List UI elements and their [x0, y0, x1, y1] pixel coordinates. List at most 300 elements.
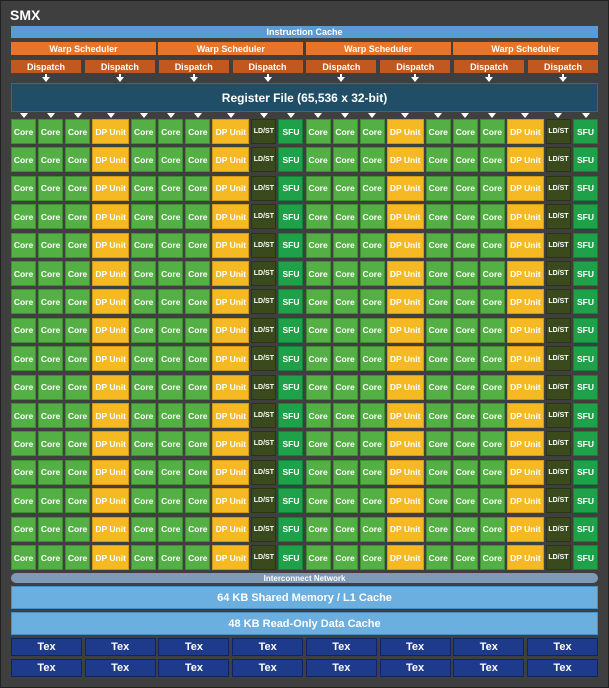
core-unit: Core	[158, 233, 183, 258]
dispatch-unit: Dispatch	[233, 60, 303, 73]
core-unit: Core	[65, 261, 90, 286]
core-unit: Core	[185, 289, 210, 314]
dp-unit: DP Unit	[507, 261, 544, 286]
core-unit: Core	[333, 204, 358, 229]
dispatch-unit: Dispatch	[159, 60, 229, 73]
dp-unit: DP Unit	[507, 488, 544, 513]
core-unit: Core	[426, 375, 451, 400]
dp-unit: DP Unit	[507, 204, 544, 229]
dp-unit: DP Unit	[507, 318, 544, 343]
core-unit: Core	[11, 289, 36, 314]
core-unit: Core	[158, 176, 183, 201]
down-arrow-icon	[461, 113, 469, 118]
core-unit: Core	[38, 318, 63, 343]
dispatch-unit: Dispatch	[11, 60, 81, 73]
core-unit: Core	[131, 289, 156, 314]
core-unit: Core	[360, 431, 385, 456]
dp-unit: DP Unit	[92, 289, 129, 314]
core-unit: Core	[185, 147, 210, 172]
ldst-unit: LD/ST	[546, 147, 571, 172]
core-unit: Core	[185, 119, 210, 144]
down-arrow-icon	[74, 113, 82, 118]
sfu-unit: SFU	[278, 460, 303, 485]
core-unit: Core	[306, 460, 331, 485]
texture-unit: Tex	[11, 638, 82, 656]
sfu-unit: SFU	[278, 204, 303, 229]
core-unit: Core	[65, 204, 90, 229]
core-unit: Core	[360, 460, 385, 485]
core-unit: Core	[360, 289, 385, 314]
core-unit: Core	[65, 346, 90, 371]
core-unit: Core	[11, 431, 36, 456]
down-arrow-icon	[582, 113, 590, 118]
core-unit: Core	[38, 488, 63, 513]
core-unit: Core	[11, 545, 36, 570]
core-unit: Core	[426, 431, 451, 456]
core-unit: Core	[131, 517, 156, 542]
dp-unit: DP Unit	[387, 431, 424, 456]
core-unit: Core	[333, 431, 358, 456]
texture-unit: Tex	[232, 659, 303, 677]
core-unit: Core	[480, 119, 505, 144]
dp-unit: DP Unit	[387, 375, 424, 400]
dp-unit: DP Unit	[507, 119, 544, 144]
texture-unit: Tex	[306, 638, 377, 656]
down-arrow-icon	[434, 113, 442, 118]
down-arrow-icon	[167, 113, 175, 118]
core-unit: Core	[453, 204, 478, 229]
dp-unit: DP Unit	[387, 545, 424, 570]
core-unit: Core	[426, 517, 451, 542]
core-unit: Core	[306, 375, 331, 400]
core-unit: Core	[306, 147, 331, 172]
dp-unit: DP Unit	[212, 517, 249, 542]
core-unit: Core	[480, 176, 505, 201]
core-unit: Core	[11, 204, 36, 229]
core-unit: Core	[158, 375, 183, 400]
core-unit: Core	[333, 403, 358, 428]
ldst-unit: LD/ST	[546, 460, 571, 485]
down-arrow-icon	[485, 77, 493, 82]
core-unit: Core	[360, 488, 385, 513]
dp-unit: DP Unit	[212, 403, 249, 428]
ldst-unit: LD/ST	[251, 318, 276, 343]
core-unit: Core	[480, 147, 505, 172]
dp-unit: DP Unit	[507, 176, 544, 201]
down-arrow-icon	[368, 113, 376, 118]
dp-unit: DP Unit	[387, 403, 424, 428]
down-arrow-icon	[411, 77, 419, 82]
core-unit: Core	[65, 545, 90, 570]
core-unit: Core	[185, 346, 210, 371]
down-arrow-icon	[554, 113, 562, 118]
core-unit: Core	[65, 147, 90, 172]
texture-unit: Tex	[380, 638, 451, 656]
core-unit: Core	[158, 403, 183, 428]
core-unit: Core	[11, 147, 36, 172]
core-unit: Core	[38, 289, 63, 314]
core-unit: Core	[360, 346, 385, 371]
dispatch-unit: Dispatch	[380, 60, 450, 73]
core-unit: Core	[480, 431, 505, 456]
texture-unit: Tex	[232, 638, 303, 656]
core-unit: Core	[453, 346, 478, 371]
sfu-unit: SFU	[278, 346, 303, 371]
down-arrow-icon	[264, 77, 272, 82]
sfu-unit: SFU	[573, 431, 598, 456]
dispatch-unit: Dispatch	[528, 60, 598, 73]
dp-unit: DP Unit	[92, 261, 129, 286]
sfu-unit: SFU	[573, 488, 598, 513]
core-unit: Core	[11, 261, 36, 286]
core-unit: Core	[453, 119, 478, 144]
core-unit: Core	[38, 261, 63, 286]
core-unit: Core	[65, 431, 90, 456]
core-unit: Core	[131, 318, 156, 343]
core-unit: Core	[333, 233, 358, 258]
sfu-unit: SFU	[278, 289, 303, 314]
core-unit: Core	[158, 517, 183, 542]
core-unit: Core	[360, 403, 385, 428]
texture-unit: Tex	[85, 638, 156, 656]
core-unit: Core	[185, 318, 210, 343]
interconnect-network: Interconnect Network	[11, 573, 598, 583]
core-unit: Core	[426, 403, 451, 428]
core-unit: Core	[185, 176, 210, 201]
core-unit: Core	[65, 375, 90, 400]
sfu-unit: SFU	[573, 517, 598, 542]
core-unit: Core	[453, 431, 478, 456]
warp-scheduler: Warp Scheduler	[158, 42, 303, 55]
sfu-unit: SFU	[278, 488, 303, 513]
core-unit: Core	[426, 233, 451, 258]
core-unit: Core	[131, 204, 156, 229]
down-arrow-icon	[287, 113, 295, 118]
down-arrow-icon	[140, 113, 148, 118]
core-unit: Core	[131, 375, 156, 400]
core-unit: Core	[185, 517, 210, 542]
core-unit: Core	[426, 460, 451, 485]
core-unit: Core	[360, 176, 385, 201]
sfu-unit: SFU	[573, 318, 598, 343]
sfu-unit: SFU	[278, 318, 303, 343]
core-unit: Core	[11, 176, 36, 201]
warp-scheduler: Warp Scheduler	[306, 42, 451, 55]
core-unit: Core	[306, 403, 331, 428]
core-unit: Core	[306, 119, 331, 144]
down-arrow-icon	[314, 113, 322, 118]
core-unit: Core	[480, 289, 505, 314]
core-unit: Core	[11, 119, 36, 144]
core-unit: Core	[158, 545, 183, 570]
core-unit: Core	[65, 403, 90, 428]
core-unit: Core	[65, 176, 90, 201]
core-unit: Core	[11, 346, 36, 371]
dp-unit: DP Unit	[507, 346, 544, 371]
core-unit: Core	[333, 488, 358, 513]
dp-unit: DP Unit	[212, 261, 249, 286]
ldst-unit: LD/ST	[251, 233, 276, 258]
ldst-unit: LD/ST	[251, 261, 276, 286]
sfu-unit: SFU	[573, 545, 598, 570]
core-unit: Core	[131, 460, 156, 485]
core-unit: Core	[306, 545, 331, 570]
core-unit: Core	[360, 119, 385, 144]
core-unit: Core	[306, 204, 331, 229]
core-unit: Core	[38, 176, 63, 201]
core-unit: Core	[453, 517, 478, 542]
core-unit: Core	[11, 233, 36, 258]
core-unit: Core	[306, 346, 331, 371]
dp-unit: DP Unit	[387, 119, 424, 144]
sfu-unit: SFU	[278, 403, 303, 428]
core-unit: Core	[11, 460, 36, 485]
core-unit: Core	[38, 233, 63, 258]
ldst-unit: LD/ST	[546, 431, 571, 456]
dp-unit: DP Unit	[507, 233, 544, 258]
dp-unit: DP Unit	[92, 318, 129, 343]
down-arrow-icon	[521, 113, 529, 118]
ldst-unit: LD/ST	[251, 204, 276, 229]
core-unit: Core	[426, 545, 451, 570]
dp-unit: DP Unit	[212, 289, 249, 314]
core-unit: Core	[453, 289, 478, 314]
core-unit: Core	[480, 488, 505, 513]
core-unit: Core	[333, 517, 358, 542]
sfu-unit: SFU	[573, 261, 598, 286]
core-unit: Core	[360, 545, 385, 570]
core-unit: Core	[306, 318, 331, 343]
core-unit: Core	[131, 261, 156, 286]
down-arrow-icon	[401, 113, 409, 118]
core-unit: Core	[11, 488, 36, 513]
sfu-unit: SFU	[573, 204, 598, 229]
core-unit: Core	[11, 403, 36, 428]
sfu-unit: SFU	[573, 147, 598, 172]
ldst-unit: LD/ST	[251, 375, 276, 400]
readonly-data-cache: 48 KB Read-Only Data Cache	[11, 612, 598, 635]
core-unit: Core	[158, 204, 183, 229]
core-unit: Core	[158, 488, 183, 513]
down-arrow-icon	[190, 77, 198, 82]
core-unit: Core	[333, 261, 358, 286]
sfu-unit: SFU	[573, 119, 598, 144]
core-unit: Core	[480, 318, 505, 343]
core-unit: Core	[453, 375, 478, 400]
core-unit: Core	[131, 233, 156, 258]
sfu-unit: SFU	[278, 176, 303, 201]
core-unit: Core	[158, 147, 183, 172]
core-unit: Core	[158, 460, 183, 485]
core-unit: Core	[131, 545, 156, 570]
texture-unit: Tex	[85, 659, 156, 677]
core-unit: Core	[306, 431, 331, 456]
dp-unit: DP Unit	[212, 176, 249, 201]
register-file: Register File (65,536 x 32-bit)	[11, 83, 598, 112]
core-unit: Core	[453, 233, 478, 258]
core-unit: Core	[306, 261, 331, 286]
dispatch-unit: Dispatch	[454, 60, 524, 73]
core-unit: Core	[480, 346, 505, 371]
down-arrow-icon	[341, 113, 349, 118]
core-unit: Core	[426, 318, 451, 343]
core-unit: Core	[65, 233, 90, 258]
core-unit: Core	[306, 176, 331, 201]
core-unit: Core	[480, 545, 505, 570]
core-unit: Core	[480, 261, 505, 286]
core-unit: Core	[333, 119, 358, 144]
ldst-unit: LD/ST	[546, 318, 571, 343]
core-unit: Core	[426, 176, 451, 201]
dp-unit: DP Unit	[507, 545, 544, 570]
core-unit: Core	[11, 375, 36, 400]
ldst-unit: LD/ST	[251, 147, 276, 172]
core-unit: Core	[426, 488, 451, 513]
down-arrow-icon	[194, 113, 202, 118]
ldst-unit: LD/ST	[546, 233, 571, 258]
sfu-unit: SFU	[278, 233, 303, 258]
sfu-unit: SFU	[573, 233, 598, 258]
core-unit: Core	[131, 488, 156, 513]
core-unit: Core	[360, 318, 385, 343]
core-unit: Core	[453, 318, 478, 343]
dp-unit: DP Unit	[387, 517, 424, 542]
dp-unit: DP Unit	[92, 488, 129, 513]
core-unit: Core	[65, 460, 90, 485]
core-unit: Core	[360, 233, 385, 258]
core-unit: Core	[185, 375, 210, 400]
core-unit: Core	[65, 488, 90, 513]
ldst-unit: LD/ST	[251, 119, 276, 144]
core-unit: Core	[360, 147, 385, 172]
dp-unit: DP Unit	[92, 517, 129, 542]
core-unit: Core	[158, 289, 183, 314]
dp-unit: DP Unit	[387, 346, 424, 371]
sfu-unit: SFU	[278, 261, 303, 286]
core-unit: Core	[306, 517, 331, 542]
texture-unit: Tex	[453, 659, 524, 677]
down-arrow-icon	[47, 113, 55, 118]
core-unit: Core	[333, 289, 358, 314]
core-unit: Core	[360, 261, 385, 286]
core-unit: Core	[131, 147, 156, 172]
core-unit: Core	[426, 204, 451, 229]
ldst-unit: LD/ST	[546, 517, 571, 542]
ldst-unit: LD/ST	[251, 517, 276, 542]
ldst-unit: LD/ST	[546, 204, 571, 229]
core-unit: Core	[453, 545, 478, 570]
sfu-unit: SFU	[573, 403, 598, 428]
dp-unit: DP Unit	[92, 204, 129, 229]
dp-unit: DP Unit	[387, 233, 424, 258]
sfu-unit: SFU	[278, 517, 303, 542]
dp-unit: DP Unit	[92, 147, 129, 172]
core-unit: Core	[38, 375, 63, 400]
core-unit: Core	[65, 517, 90, 542]
ldst-unit: LD/ST	[546, 403, 571, 428]
core-unit: Core	[131, 431, 156, 456]
core-unit: Core	[306, 233, 331, 258]
core-unit: Core	[131, 346, 156, 371]
dp-unit: DP Unit	[507, 147, 544, 172]
dp-unit: DP Unit	[92, 460, 129, 485]
texture-unit: Tex	[527, 638, 598, 656]
core-unit: Core	[453, 488, 478, 513]
ldst-unit: LD/ST	[251, 431, 276, 456]
sfu-unit: SFU	[573, 375, 598, 400]
core-unit: Core	[360, 517, 385, 542]
ldst-unit: LD/ST	[251, 176, 276, 201]
texture-unit: Tex	[527, 659, 598, 677]
dp-unit: DP Unit	[92, 375, 129, 400]
dp-unit: DP Unit	[387, 488, 424, 513]
sfu-unit: SFU	[573, 346, 598, 371]
core-unit: Core	[333, 318, 358, 343]
core-unit: Core	[185, 431, 210, 456]
instruction-cache: Instruction Cache	[11, 26, 598, 38]
ldst-unit: LD/ST	[251, 403, 276, 428]
core-unit: Core	[131, 176, 156, 201]
ldst-unit: LD/ST	[546, 261, 571, 286]
core-unit: Core	[11, 517, 36, 542]
core-unit: Core	[333, 346, 358, 371]
core-unit: Core	[38, 147, 63, 172]
core-unit: Core	[453, 460, 478, 485]
core-unit: Core	[185, 233, 210, 258]
down-arrow-icon	[42, 77, 50, 82]
down-arrow-icon	[260, 113, 268, 118]
dp-unit: DP Unit	[212, 375, 249, 400]
down-arrow-icon	[559, 77, 567, 82]
texture-unit: Tex	[380, 659, 451, 677]
core-unit: Core	[65, 289, 90, 314]
core-unit: Core	[333, 176, 358, 201]
texture-unit: Tex	[11, 659, 82, 677]
core-unit: Core	[185, 403, 210, 428]
sfu-unit: SFU	[278, 119, 303, 144]
dispatch-unit: Dispatch	[306, 60, 376, 73]
down-arrow-icon	[116, 77, 124, 82]
core-unit: Core	[453, 147, 478, 172]
core-unit: Core	[453, 176, 478, 201]
dp-unit: DP Unit	[92, 346, 129, 371]
core-unit: Core	[185, 488, 210, 513]
dp-unit: DP Unit	[92, 403, 129, 428]
warp-scheduler: Warp Scheduler	[453, 42, 598, 55]
core-unit: Core	[360, 204, 385, 229]
dp-unit: DP Unit	[212, 431, 249, 456]
dp-unit: DP Unit	[387, 261, 424, 286]
core-unit: Core	[38, 346, 63, 371]
dp-unit: DP Unit	[212, 488, 249, 513]
dp-unit: DP Unit	[387, 460, 424, 485]
core-unit: Core	[158, 261, 183, 286]
dp-unit: DP Unit	[92, 545, 129, 570]
dp-unit: DP Unit	[507, 517, 544, 542]
core-unit: Core	[185, 204, 210, 229]
sfu-unit: SFU	[278, 147, 303, 172]
core-unit: Core	[158, 318, 183, 343]
core-unit: Core	[131, 403, 156, 428]
core-unit: Core	[158, 119, 183, 144]
ldst-unit: LD/ST	[251, 488, 276, 513]
ldst-unit: LD/ST	[251, 289, 276, 314]
sfu-unit: SFU	[573, 176, 598, 201]
core-unit: Core	[131, 119, 156, 144]
ldst-unit: LD/ST	[546, 545, 571, 570]
dp-unit: DP Unit	[92, 431, 129, 456]
dp-unit: DP Unit	[212, 545, 249, 570]
